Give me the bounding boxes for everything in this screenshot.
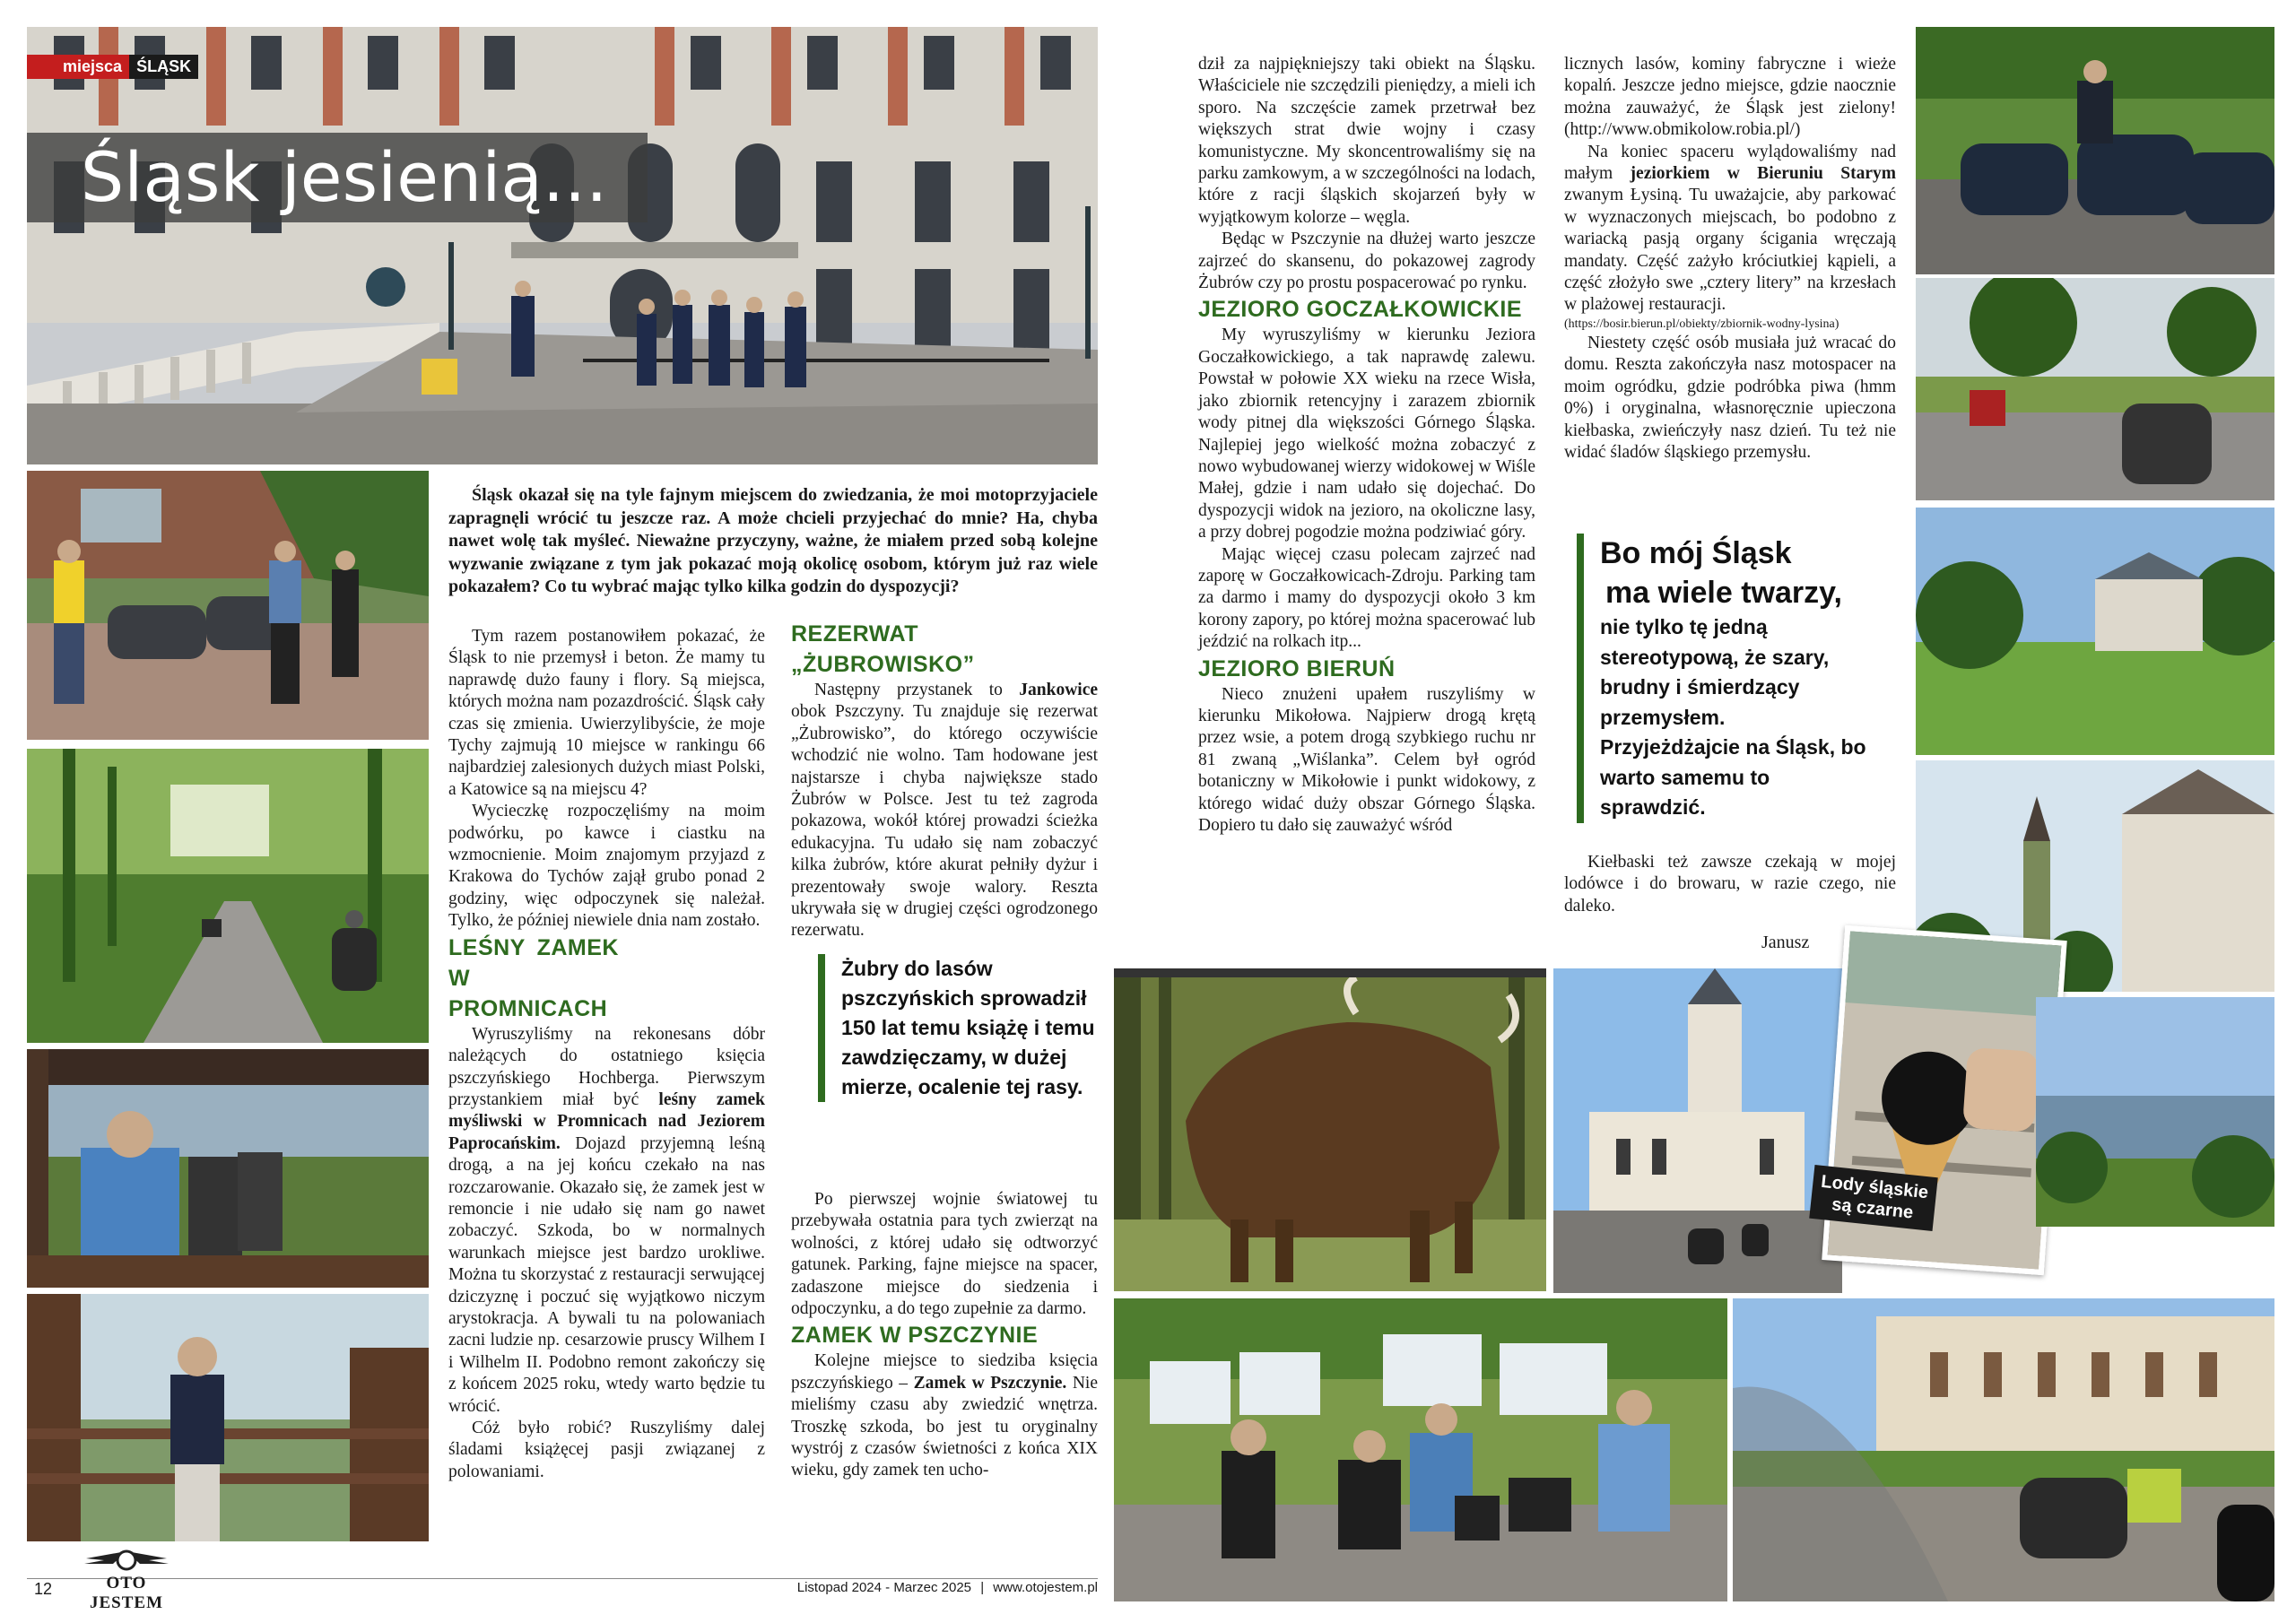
winged-wheel-icon bbox=[77, 1548, 176, 1573]
col4-paragraph-4: Kiełbaski też zawsze czekają w mojej lodówce i do browaru, w razie czego, nie daleko. bbox=[1564, 853, 1896, 916]
col3-paragraph-1: dził za najpiękniejszy taki obiekt na Śląsku. Właściciele nie szczędzili pieniędzy, a mieli ich sporo. Na szczęście zamek przetrwał bez większych strat dwie wojny i czasy komunistyczne. My skoncentrowaliśmy się na parku zamkowym, a w szczególności na lodach, które z racji śląskich skojarzeń były w wyjątkowym kolorze – węgla. bbox=[1198, 55, 1535, 227]
photo-church-riders bbox=[1553, 968, 1842, 1293]
author-name: Janusz bbox=[1761, 933, 1810, 952]
col4-p2-text-c: zwanym Łysiną. Tu uważajcie, aby parkować w wyznaczonych miejscach, bo podobno z wariacką pasją organy ścigania wręczają mandaty. Część zażyło króciutkiej kąpieli, a część złożyło swe „cztery litery” na krzesłach w plażowej restauracji. bbox=[1564, 186, 1896, 315]
col3-paragraph-5: Nieco znużeni upałem ruszyliśmy w kierunku Mikołowa. Najpierw drogą krętą przez wsie, a potem drogą szybkiego ruchu nr 81 zwaną „Wiślanka”. Celem był ogród botaniczny w Mikołowie i punkt widokowy, z którego widać duży obszar Górnego Śląska. Dopiero tu dało się zauważyć wśród bbox=[1198, 684, 1535, 835]
photo-bison bbox=[1114, 968, 1546, 1291]
footer-rule bbox=[27, 1578, 1098, 1579]
col1-paragraph-2: Wycieczkę rozpoczęliśmy na moim podwórku, po kawce i ciastku na wzmocnienie. Moim znajomym przyjazd z Krakowa do Tychów zajął grubo ponad 2 godziny, więc odpoczynek się należał. Tylko, że później niewiele dnia nam zostało. bbox=[448, 802, 765, 931]
heading-lesny-zamek: LEŚNY ZAMEK W PROMNICACH bbox=[448, 934, 619, 1021]
col2-p1-text-c: obok Pszczyny. Tu znajduje się rezerwat „Żubrowisko”, do którego oczywiście wchodzić nie wolno. Tam hodowane jest najstarsze i chyba największe stado Żubrów w Polsce. Jest tu też zagroda pokazowa, wokół której prowadzi ścieżka edukacyjna. Tu udało się nam zobaczyć kilka żubrów, które akurat pełniły dyżur i prezentowały swoje walory. Reszta ukrywała się w drugiej części ogrodzonego rezerwatu. bbox=[791, 702, 1098, 941]
photo-road-riders bbox=[1916, 278, 2274, 500]
footer-issue-date: Listopad 2024 - Marzec 2025 bbox=[796, 1580, 972, 1595]
col1-paragraph-4: Cóż było robić? Ruszyliśmy dalej śladami książęcej pasji związanej z polowaniami. bbox=[448, 1419, 765, 1481]
col1-paragraph-3 bbox=[448, 1024, 765, 1418]
article-title: Śląsk jesienią... bbox=[81, 137, 608, 217]
photo-group-ice-cream bbox=[1114, 1298, 1727, 1601]
col3-paragraph-2: Będąc w Pszczynie na dłużej warto jeszcze zajrzeć do skansenu, do pokazowej zagrody Żubrów czy po prostu pospacerować po rynku. bbox=[1198, 230, 1535, 293]
lead-text: Śląsk okazał się na tyle fajnym miejscem do zwiedzania, że moi motoprzyjaciele zapragnęli wrócić tu jeszcze raz. A może chcieli przyjechać do mnie? Ha, chyba nawet wolę tak myśleć. Nieważne przyczyny, ważne, że miałem przed sobą kolejne wyzwanie związane z tym jak pokazać moją okolicę osobom, którym już raz wiele pokazałem? Co tu wybrać mając tylko kilka godzin do dyspozycji? bbox=[448, 485, 1098, 597]
section-region: ŚLĄSK bbox=[129, 55, 198, 79]
lead-paragraph bbox=[448, 484, 1098, 599]
col4-paragraph-2 bbox=[1564, 142, 1896, 317]
col2-p3-text-a: Kolejne miejsce to siedziba księcia pszczyńskiego – bbox=[791, 1351, 1098, 1393]
section-label: miejsca bbox=[27, 55, 129, 79]
col1-p3-text-a: Wyruszyliśmy na rekonesans dóbr należących do ostatniego księcia pszczyńskiego Hochberga. Pierwszym przystankiem miał być bbox=[448, 1024, 765, 1109]
col1-p3-text-c: Dojazd przyjemną leśną drogą, a na jej końcu czekało na nas rozczarowanie. Okazało się, że zamek jest w remoncie i nie udało się nam go nawet zobaczyć. Szkoda, bo w normalnych warunkach miejsce jest bardzo urokliwe. Można tu skorzystać z restauracji serwującej dziczyznę i poczuć się wyjątkowo niczym arystokracja. A bywali tu na polowaniach zacni ludzie np. cesarzowie pruscy Wilhem I i Wilhelm II. Podobno remont zakończy się z końcem 2025 roku, wtedy warto będzie tu wrócić. bbox=[448, 1133, 765, 1416]
col1-p3-bold: leśny zamek myśliwski w Promnicach nad Jeziorem Paprocańskim. bbox=[448, 1089, 765, 1153]
caption-ice-cream: Lody śląskie są czarne bbox=[1809, 1165, 1938, 1231]
section-tag bbox=[27, 54, 198, 79]
photo-rider-palace-windshield bbox=[1733, 1298, 2274, 1601]
footer-url[interactable]: www.otojestem.pl bbox=[993, 1580, 1098, 1595]
photo-tower-view bbox=[27, 1049, 429, 1288]
col2-paragraph-3 bbox=[791, 1350, 1098, 1481]
col4-p2-text-a: Na koniec spaceru wylądowaliśmy nad małym bbox=[1564, 142, 1896, 184]
page-number: 12 bbox=[34, 1580, 53, 1598]
heading-zamek-pszczyna: ZAMEK W PSZCZYNIE bbox=[791, 1323, 1039, 1349]
footer-separator: | bbox=[980, 1580, 985, 1595]
pull-line-1: Bo mój Śląsk bbox=[1600, 536, 1792, 570]
pull-quote-slask bbox=[1577, 534, 1896, 823]
photo-forest-road bbox=[27, 749, 429, 1043]
text-column-2 bbox=[791, 619, 1098, 942]
text-column-4 bbox=[1564, 54, 1896, 464]
col3-paragraph-4: Mając więcej czasu polecam zajrzeć nad zaporę w Goczałkowicach-Zdroju. Parking tam za darmo i mamy do dyspozycji około 3 km korony zapory, po której można spacerować lub jeździć na rolkach itp... bbox=[1198, 544, 1535, 652]
col2-p3-bold: Zamek w Pszczynie. bbox=[913, 1373, 1067, 1393]
col2-paragraph-1 bbox=[791, 680, 1098, 942]
col4-p2-bold: jeziorkiem w Bieruniu Starym bbox=[1630, 164, 1896, 184]
photo-motorcycles-parked bbox=[1916, 27, 2274, 274]
photo-lake bbox=[2036, 997, 2274, 1227]
footer-logo bbox=[68, 1548, 185, 1613]
col2-p1-text-a: Następny przystanek to bbox=[814, 681, 1020, 699]
col2-paragraph-2: Po pierwszej wojnie światowej tu przebywała ostatnia para tych zwierząt na wolności, z której udało się odtworzyć gatunek. Parking, fajne miejsce na spacer, zadaszone miejsce do siedzenia i odpoczynku, a do tego zupełnie za darmo. bbox=[791, 1190, 1098, 1319]
col4-paragraph-1: licznych lasów, kominy fabryczne i wieże kopalń. Jeszcze jedno miejsce, gdzie naocznie można zauważyć, że Śląsk jest zielony! (http://www.obmikolow.robia.pl/) bbox=[1564, 55, 1896, 140]
footer-issue bbox=[789, 1580, 1098, 1595]
photo-tower-woman bbox=[27, 1294, 429, 1541]
heading-goczalkowickie: JEZIORO GOCZAŁKOWICKIE bbox=[1198, 297, 1522, 323]
heading-rezerwat: REZERWAT „ŻUBROWISKO” bbox=[791, 621, 975, 677]
text-column-4b bbox=[1564, 852, 1896, 917]
text-column-3 bbox=[1198, 54, 1535, 837]
hero-photo-palace bbox=[27, 27, 1098, 464]
col4-link: (https://bosir.bierun.pl/obiekty/zbiornik-wodny-lysina) bbox=[1564, 317, 1839, 331]
col4-paragraph-3: Niestety część osób musiała już wracać do domu. Reszta zakończyła nasz motospacer na moim ogródku, gdzie podróbka piwa (hmm 0%) i oryginalna, własnoręcznie upieczona kiełbaska, zwieńczyły nasz dzień. Tu też nie widać śladów śląskiego przemysłu. bbox=[1564, 333, 1896, 462]
heading-bierun: JEZIORO BIERUŃ bbox=[1198, 655, 1396, 681]
col3-paragraph-3: My wyruszyliśmy w kierunku Jeziora Goczałkowickiego, a tak naprawdę zalewu. Powstał w połowie XX wieku na rzece Wisła, jako zbiornik retencyjny i zarazem zbiornik wody pitnej dla większości Górnego Śląska. Najlepiej jego wielkość można zobaczyć z nowo wybudowanej wierzy widokowej w Wiśle Małej, gdzie i nam udało się dojechać. Do dyspozycji widok na jezioro, na okoliczne lasy, a przy dobrej pogodzie można podziwiać góry. bbox=[1198, 325, 1535, 542]
photo-motorcycles-yard bbox=[27, 471, 429, 740]
footer-logo-text: OTO JESTEM bbox=[89, 1574, 164, 1612]
pull-line-3: nie tylko tę jedną stereotypową, że szary, brudny i śmierdzący przemysłem. Przyjeżdżajcie na Śląsk, bo warto samemu to sprawdzić. bbox=[1600, 615, 1866, 819]
pull-line-2: ma wiele twarzy, bbox=[1605, 576, 1842, 610]
text-column-1 bbox=[448, 626, 765, 1483]
text-column-2b bbox=[791, 1189, 1098, 1482]
col1-paragraph-1: Tym razem postanowiłem pokazać, że Śląsk to nie przemysł i beton. Że mamy tu naprawdę dużo fauny i flory. Są miejsca, których można nam pozazdrościć. Śląsk cały czas się zmienia. Uwierzylibyście, że moje Tychy zajmują 10 miejsce w rankingu 66 najbardziej zalesionych dużych miast Polski, a Katowice są na miejscu 4? bbox=[448, 627, 765, 799]
photo-pszczyna-castle bbox=[1916, 508, 2274, 755]
col2-p3-text-c: Nie mieliśmy czasu aby zwiedzić wnętrza. Troszkę szkoda, bo jest tu oryginalny wystrój z czasów świetności z końca XIX wieku, gdy zamek ten ucho- bbox=[791, 1373, 1098, 1480]
col2-p1-bold: Jankowice bbox=[1019, 681, 1098, 699]
pull-quote-zubry: Żubry do lasów pszczyńskich sprowadził 150 lat temu książę i temu zawdzięczamy, w dużej mierze, ocalenie tej rasy. bbox=[818, 954, 1101, 1102]
